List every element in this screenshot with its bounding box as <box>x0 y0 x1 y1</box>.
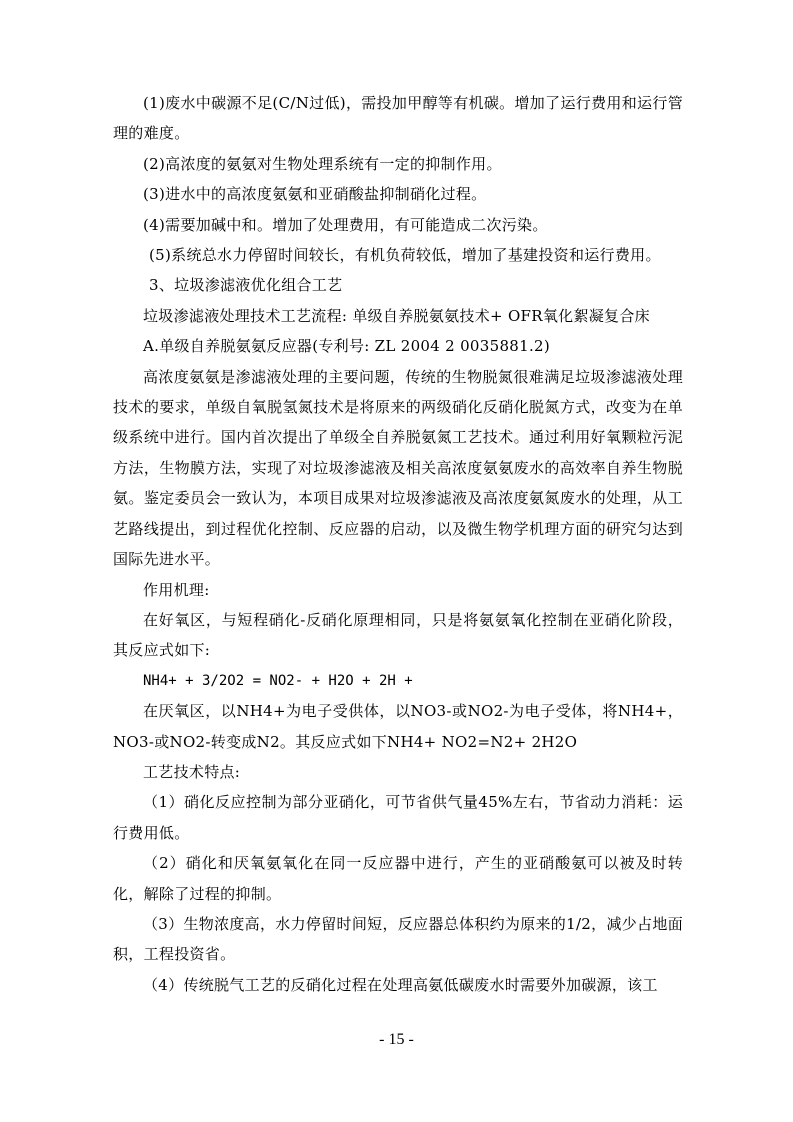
reactor-patent-line: A.单级自养脱氨氨反应器(专利号: ZL 2004 2 0035881.2) <box>143 337 551 356</box>
feature-1: （1）硝化反应控制为部分亚硝化，可节省供气量45%左右，节省动力消耗：运行费用低。 <box>113 793 683 842</box>
page-number: - 15 - <box>379 1031 414 1048</box>
paragraph-problem-4: (4)需要加碱中和。增加了处理费用，有可能造成二次污染。 <box>143 215 548 234</box>
features-heading: 工艺技术特点: <box>143 762 241 781</box>
paragraph-problem-5: (5)系统总水力停留时间较长，有机负荷较低，增加了基建投资和运行费用。 <box>149 246 661 265</box>
section-heading: 3、垃圾渗滤液优化组合工艺 <box>149 276 343 295</box>
process-flow-line: 垃圾渗滤液处理技术工艺流程: 单级自养脱氨氨技术+ OFR氧化絮凝复合床 <box>143 306 650 325</box>
feature-2: （2）硝化和厌氧氨氧化在同一反应器中进行，产生的亚硝酸氨可以被及时转化，解除了过程的抑制。 <box>113 854 683 903</box>
mechanism-heading: 作用机理: <box>143 580 210 599</box>
paragraph-anaerobic-zone: 在厌氧区，以NH4+为电子受供体，以NO3-或NO2-为电子受体，将NH4+，NO3-或NO2-转变成N2。其反应式如下NH4+ NO2=N2+ 2H2O <box>113 702 683 751</box>
paragraph-problem-1: (1)废水中碳源不足(C/N过低)，需投加甲醇等有机碳。增加了运行费用和运行管理的难度。 <box>113 94 683 143</box>
paragraph-aerobic-zone: 在好氧区，与短程硝化-反硝化原理相同，只是将氨氨氧化控制在亚硝化阶段，其反应式如下: <box>113 610 683 660</box>
feature-4: （4）传统脱气工艺的反硝化过程在处理高氨低碳废水时需要外加碳源，该工 <box>143 975 658 994</box>
body-text <box>113 88 683 1000</box>
paragraph-problem-2: (2)高浓度的氨氨对生物处理系统有一定的抑制作用。 <box>143 154 502 173</box>
feature-3: （3）生物浓度高，水力停留时间短，反应器总体积约为原来的1/2，减少占地面积，工程投资省。 <box>113 914 683 964</box>
paragraph-description: 高浓度氨氨是渗滤液处理的主要问题，传统的生物脱氮很难满足垃圾渗滤液处理技术的要求，单级自氧脱氢氮技术是将原来的两级硝化反硝化脱氮方式，改变为在单级系统中进行。国内首次提出了单级全自养脱氨氮工艺技术。通过利用好氧颗粒污泥方法，生物膜方法，实现了对垃圾渗滤液及相关高浓度氨氨废水的高效率自养生物脱氨。鉴定委员会一致认为，本项目成果对垃圾渗滤液及高浓度氨氮废水的处理，从工艺路线提出，到过程优化控制、反应器的启动，以及微生物学机理方面的研究匀达到国际先进水平。 <box>113 367 683 569</box>
reaction-equation: NH4+ + 3/2O2 = NO2- + H2O + 2H + <box>143 672 413 689</box>
paragraph-problem-3: (3)进水中的高浓度氨氨和亚硝酸盐抑制硝化过程。 <box>143 185 487 204</box>
